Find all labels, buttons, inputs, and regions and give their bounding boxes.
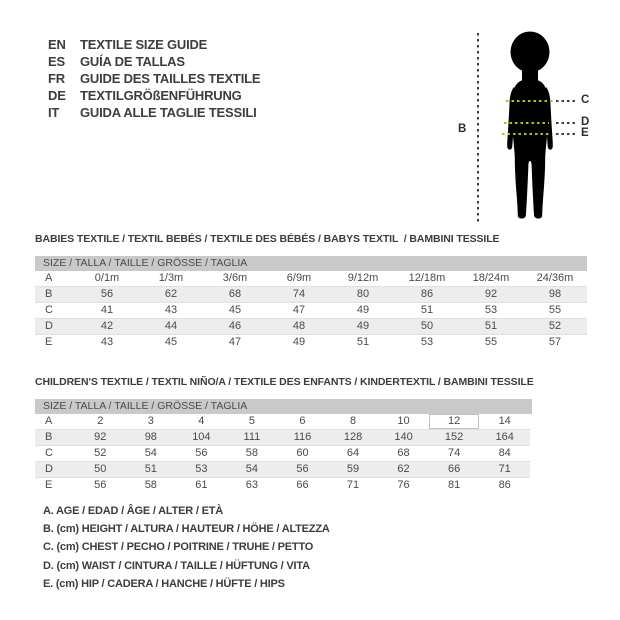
size-value-cell: 49: [331, 319, 395, 335]
size-value-cell: 71: [479, 462, 530, 478]
children-section-heading: CHILDREN'S TEXTILE / TEXTIL NIÑO/A / TEXTILE DES ENFANTS / KINDERTEXTIL / BAMBINI TESSILE: [35, 376, 534, 388]
list-item: [48, 104, 260, 121]
legend-age: A. AGE / EDAD / ÂGE / ALTER / ETÀ: [43, 505, 224, 517]
legend-hip: E. (cm) HIP / CADERA / HANCHE / HÜFTE / HIPS: [43, 577, 285, 590]
babies-table-row: [35, 335, 587, 351]
size-value-cell: 56: [277, 462, 328, 478]
children-table-row: [35, 462, 530, 478]
hip-label: E: [581, 127, 589, 139]
hip-measure-line: [502, 133, 551, 135]
size-value-cell: 12: [429, 414, 480, 430]
row-label: E: [35, 335, 75, 351]
language-code: DE: [48, 88, 66, 103]
size-value-cell: 3/6m: [222, 272, 248, 284]
size-value-cell: 49: [267, 335, 331, 351]
babies-size-header-bar: SIZE / TALLA / TAILLE / GRÖSSE / TAGLIA: [35, 256, 587, 271]
size-value-cell: 47: [203, 335, 267, 351]
children-table-row: [35, 430, 530, 446]
height-label: B: [458, 123, 467, 135]
size-value-cell: 58: [227, 446, 278, 462]
row-label: B: [35, 430, 75, 446]
size-value-cell: 98: [126, 430, 177, 446]
size-value-cell: 68: [378, 446, 429, 462]
size-value-cell: 66: [277, 478, 328, 494]
waist-leader-line: [556, 122, 577, 124]
size-value-cell: 62: [378, 462, 429, 478]
size-value-cell: 56: [75, 287, 139, 303]
language-code: IT: [48, 105, 60, 120]
size-value-cell: 111: [227, 430, 278, 446]
size-value-cell: 49: [331, 303, 395, 319]
measurement-legend: [43, 502, 330, 593]
size-value-cell: 58: [126, 478, 177, 494]
legend-waist: D. (cm) WAIST / CINTURA / TAILLE / HÜFTUNG / VITA: [43, 559, 310, 572]
size-value-cell: 74: [267, 287, 331, 303]
size-value-cell: 1/3m: [158, 272, 184, 284]
size-value-cell: 4: [198, 415, 205, 427]
size-value-cell: 64: [328, 446, 379, 462]
language-title: GUÍA DE TALLAS: [80, 54, 185, 69]
size-value-cell: 86: [479, 478, 530, 494]
size-value-cell: 59: [328, 462, 379, 478]
size-value-cell: 164: [479, 430, 530, 446]
size-value-cell: 8: [349, 415, 357, 427]
size-value-cell: 51: [331, 335, 395, 351]
children-table-row: [35, 478, 530, 494]
size-value-cell: 41: [75, 303, 139, 319]
chest-label: C: [581, 94, 590, 106]
children-table-row: [35, 446, 530, 462]
language-title: TEXTILGRÖßENFÜHRUNG: [80, 88, 242, 103]
size-value-cell: 50: [395, 319, 459, 335]
legend-height: B. (cm) HEIGHT / ALTURA / HAUTEUR / HÖHE / ALTEZZA: [43, 523, 330, 536]
size-value-cell: 74: [429, 446, 480, 462]
size-value-cell: 42: [75, 319, 139, 335]
size-value-cell: 56: [75, 478, 126, 494]
list-item: [48, 36, 260, 53]
size-value-cell: 9/12m: [347, 272, 379, 284]
height-measure-line: [477, 33, 479, 222]
size-value-cell: 80: [331, 287, 395, 303]
row-label: C: [35, 303, 75, 319]
babies-table-row: [35, 271, 587, 287]
children-table-row: [35, 414, 530, 430]
size-value-cell: 98: [523, 287, 587, 303]
size-value-cell: 57: [523, 335, 587, 351]
language-title-list: [48, 36, 260, 121]
size-value-cell: 43: [139, 303, 203, 319]
size-value-cell: 53: [459, 303, 523, 319]
babies-table-row: [35, 287, 587, 303]
size-value-cell: 51: [459, 319, 523, 335]
row-label: A: [45, 415, 53, 427]
babies-section-heading: BABIES TEXTILE / TEXTIL BEBÉS / TEXTILE DES BÉBÉS / BABYS TEXTIL / BAMBINI TESSILE: [35, 233, 500, 245]
babies-size-table: [35, 271, 587, 350]
language-title: TEXTILE SIZE GUIDE: [80, 37, 208, 52]
size-value-cell: 55: [459, 335, 523, 351]
language-code: ES: [48, 54, 65, 69]
size-value-cell: 68: [203, 287, 267, 303]
size-value-cell: 0/1m: [94, 272, 120, 284]
row-label: A: [45, 272, 53, 284]
row-label: C: [35, 446, 75, 462]
size-value-cell: 104: [176, 430, 227, 446]
children-size-table: [35, 414, 530, 493]
size-value-cell: 60: [277, 446, 328, 462]
size-value-cell: 14: [498, 415, 511, 427]
list-item: [48, 87, 260, 104]
size-value-cell: 51: [395, 303, 459, 319]
waist-label: D: [581, 116, 590, 128]
size-value-cell: 76: [378, 478, 429, 494]
child-silhouette-icon: [502, 31, 558, 221]
language-code: FR: [48, 71, 65, 86]
size-value-cell: 12/18m: [408, 272, 446, 284]
size-value-cell: 92: [459, 287, 523, 303]
size-value-cell: 53: [395, 335, 459, 351]
size-value-cell: 3: [147, 415, 154, 427]
size-value-cell: 54: [227, 462, 278, 478]
size-value-cell: 45: [203, 303, 267, 319]
size-value-cell: 53: [176, 462, 227, 478]
chest-measure-line: [506, 100, 553, 102]
row-label: B: [35, 287, 75, 303]
size-value-cell: 18/24m: [472, 272, 510, 284]
size-value-cell: 140: [378, 430, 429, 446]
size-value-cell: 62: [139, 287, 203, 303]
size-value-cell: 44: [139, 319, 203, 335]
size-value-cell: 52: [523, 319, 587, 335]
legend-chest: C. (cm) CHEST / PECHO / POITRINE / TRUHE / PETTO: [43, 541, 314, 554]
list-item: [48, 53, 260, 70]
row-label: E: [35, 478, 75, 494]
chest-leader-line: [556, 100, 577, 102]
size-value-cell: 116: [277, 430, 328, 446]
size-value-cell: 54: [126, 446, 177, 462]
list-item: [48, 70, 260, 87]
size-value-cell: 71: [328, 478, 379, 494]
row-label: D: [35, 319, 75, 335]
size-value-cell: 52: [75, 446, 126, 462]
size-value-cell: 66: [429, 462, 480, 478]
size-value-cell: 55: [523, 303, 587, 319]
size-value-cell: 6: [299, 415, 306, 427]
babies-table-row: [35, 303, 587, 319]
size-value-cell: 92: [75, 430, 126, 446]
language-title: GUIDE DES TAILLES TEXTILE: [80, 71, 261, 86]
size-value-cell: 56: [176, 446, 227, 462]
size-value-cell: 47: [267, 303, 331, 319]
size-value-cell: 45: [139, 335, 203, 351]
row-label: D: [35, 462, 75, 478]
hip-leader-line: [556, 133, 577, 135]
size-value-cell: 128: [328, 430, 379, 446]
babies-table-row: [35, 319, 587, 335]
size-value-cell: 84: [479, 446, 530, 462]
size-value-cell: 24/36m: [536, 272, 574, 284]
size-value-cell: 2: [97, 415, 104, 427]
size-value-cell: 50: [75, 462, 126, 478]
size-value-cell: 61: [176, 478, 227, 494]
size-value-cell: 6/9m: [286, 272, 312, 284]
waist-measure-line: [504, 122, 549, 124]
children-size-header-bar: SIZE / TALLA / TAILLE / GRÖSSE / TAGLIA: [35, 399, 532, 414]
size-value-cell: 152: [429, 430, 480, 446]
size-value-cell: 5: [248, 415, 255, 427]
language-code: EN: [48, 37, 66, 52]
size-value-cell: 46: [203, 319, 267, 335]
language-title: GUIDA ALLE TAGLIE TESSILI: [80, 105, 257, 120]
size-value-cell: 10: [397, 415, 410, 427]
size-value-cell: 81: [429, 478, 480, 494]
size-value-cell: 43: [75, 335, 139, 351]
size-value-cell: 48: [267, 319, 331, 335]
size-value-cell: 63: [227, 478, 278, 494]
size-value-cell: 51: [126, 462, 177, 478]
size-value-cell: 86: [395, 287, 459, 303]
